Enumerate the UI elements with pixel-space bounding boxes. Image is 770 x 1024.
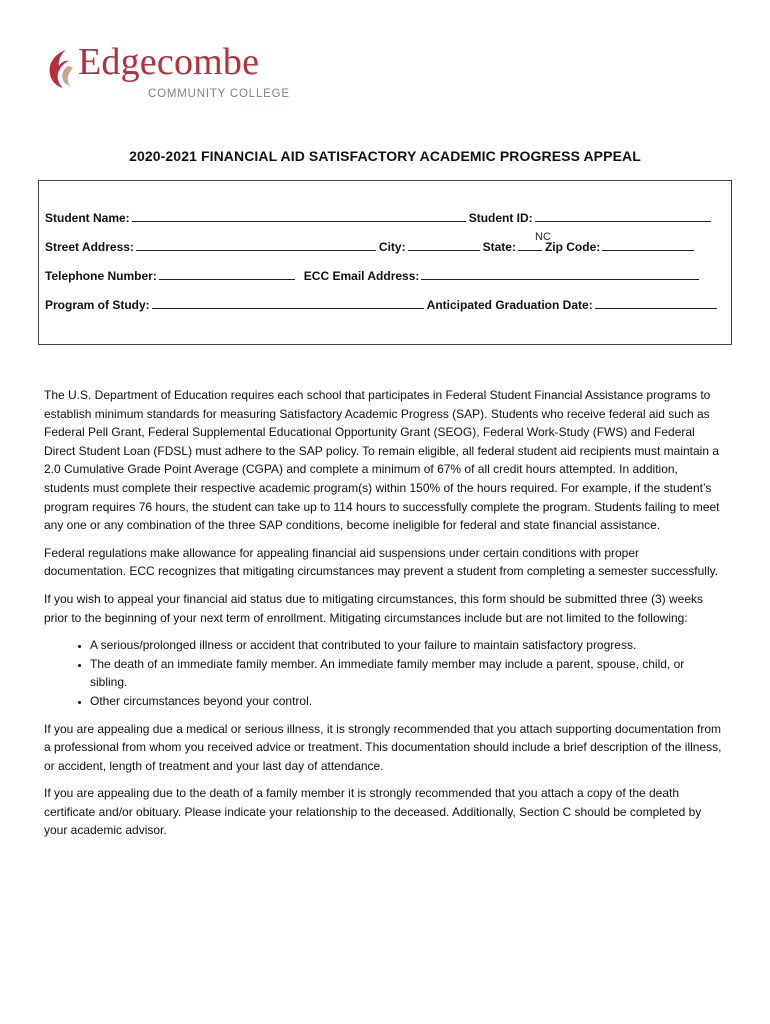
row-address (45, 239, 697, 254)
student-name-label: Student Name: (45, 211, 130, 225)
circumstances-list (44, 636, 724, 710)
paragraph-regulations: Federal regulations make allowance for appealing financial aid suspensions under certain conditions with proper documentation. ECC recognizes that mitigating circumstances may prevent a student from completing a semester successfully. (44, 545, 719, 579)
paragraph-death: If you are appealing due to the death of a family member it is strongly recommended that you attach a copy of the death certificate and/or obituary. Please indicate your relationship to the deceased. Additionally, Section C should be completed by your academic advisor. (44, 786, 702, 838)
street-address-label: Street Address: (45, 240, 134, 254)
street-address-field[interactable] (136, 239, 376, 251)
graduation-field[interactable] (595, 297, 717, 309)
zip-field[interactable] (602, 239, 694, 251)
college-name: Edgecombe (78, 41, 260, 83)
student-id-field[interactable] (535, 210, 711, 222)
paragraph-medical: If you are appealing due a medical or serious illness, it is strongly recommended that you attach supporting documentation from a professional from whom you received advice or treatment. This documentation should include a brief description of the illness, or accident, length of treatment and your last day of attendance. (44, 721, 722, 773)
zip-label: Zip Code: (544, 240, 601, 254)
paragraph-sap-policy: The U.S. Department of Education requires each school that participates in Federal Student Financial Assistance programs to establish minimum standards for measuring Satisfactory Academic Progress (SAP). Students who receive federal aid such as Federal Pell Grant, Federal Supplemental Educational Opportunity Grant (SEOG), Federal Work-Study (FWS) and Federal Direct Student Loan (FDSL) must adhere to the SAP policy. To remain eligible, all federal student aid recipients must maintain a 2.0 Cumulative Grade Point Average (CGPA) and complete a minimum of 67% of all credit hours attempted. In addition, students must complete their respective academic program(s) within 150% of the hours required. For example, if the student’s program requires 76 hours, the student can take up to 114 hours to successfully complete the program. Students failing to meet any one or any combination of the three SAP conditions, become ineligible for federal and state financial assistance. (44, 388, 720, 533)
state-label: State: (482, 240, 516, 254)
city-field[interactable] (408, 239, 480, 251)
college-subtitle: COMMUNITY COLLEGE (148, 88, 290, 100)
list-item: • The death of an immediate family member. An immediate family member may include a parent, spouse, child, or sibling. (90, 655, 724, 692)
student-info-form (38, 180, 732, 345)
program-label: Program of Study: (45, 298, 150, 312)
paragraph-appeal-timing: If you wish to appeal your financial aid status due to mitigating circumstances, this form should be submitted three (3) weeks prior to the beginning of your next term of enrollment. Mitigating circumstances include but are not limited to the following: (44, 591, 703, 625)
city-label: City: (378, 240, 406, 254)
email-label: ECC Email Address: (303, 269, 420, 283)
list-item: • Other circumstances beyond your control. (90, 692, 724, 711)
instructions-body (44, 386, 724, 849)
state-value: NC (535, 231, 551, 243)
page-title: 2020-2021 FINANCIAL AID SATISFACTORY ACADEMIC PROGRESS APPEAL (129, 148, 641, 164)
student-id-label: Student ID: (468, 211, 533, 225)
telephone-label: Telephone Number: (45, 269, 157, 283)
row-contact (45, 268, 702, 283)
college-logo (44, 41, 304, 106)
telephone-field[interactable] (159, 268, 295, 280)
student-name-field[interactable] (132, 210, 466, 222)
flame-icon (44, 48, 74, 90)
graduation-label: Anticipated Graduation Date: (426, 298, 593, 312)
program-field[interactable] (152, 297, 424, 309)
list-item: • A serious/prolonged illness or accident that contributed to your failure to maintain satisfactory progress. (90, 636, 724, 655)
row-name-id (45, 210, 714, 225)
email-field[interactable] (421, 268, 699, 280)
row-program (45, 297, 720, 312)
